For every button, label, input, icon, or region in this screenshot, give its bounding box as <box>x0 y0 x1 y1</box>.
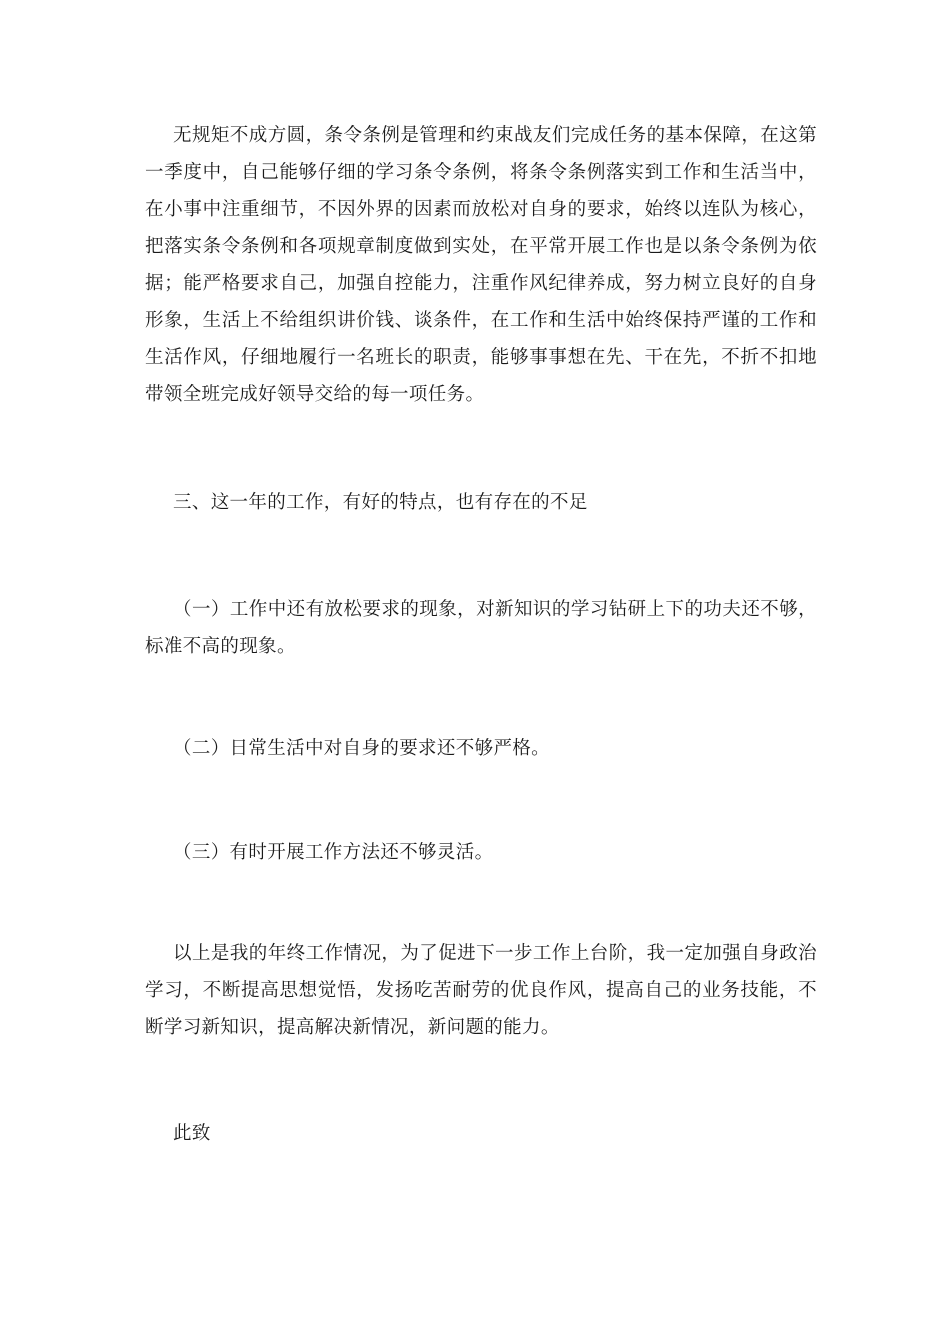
shortcoming-item-3: （三）有时开展工作方法还不够灵活。 <box>173 842 494 863</box>
paragraph-discipline: 无规矩不成方圆，条令条例是管理和约束战友们完成任务的基本保障，在这第一季度中，自己能够仔细的学习条令条例，将条令条例落实到工作和生活当中，在小事中注重细节，不因外界的因素而放松对自身的要求，始终以连队为核心，把落实条令条例和各项规章制度做到实处，在平常开展工作也是以条令条例为依据；能严格要求自己，加强自控能力，注重作风纪律养成，努力树立良好的自身形象，生活上不给组织讲价钱、谈条件，在工作和生活中始终保持严谨的工作和生活作风，仔细地履行一名班长的职责，能够事事想在先、干在先，不折不扣地带领全班完成好领导交给的每一项任务。 <box>145 125 817 405</box>
section-heading-three: 三、这一年的工作，有好的特点，也有存在的不足 <box>173 492 588 513</box>
closing-salutation: 此致 <box>173 1123 211 1144</box>
shortcoming-item-1: （一）工作中还有放松要求的现象，对新知识的学习钻研上下的功夫还不够，标准不高的现象。 <box>145 599 817 657</box>
shortcoming-item-2: （二）日常生活中对自身的要求还不够严格。 <box>173 738 551 759</box>
paragraph-conclusion: 以上是我的年终工作情况，为了促进下一步工作上台阶，我一定加强自身政治学习，不断提高思想觉悟，发扬吃苦耐劳的优良作风，提高自己的业务技能，不断学习新知识，提高解决新情况，新问题的能力。 <box>145 943 817 1038</box>
